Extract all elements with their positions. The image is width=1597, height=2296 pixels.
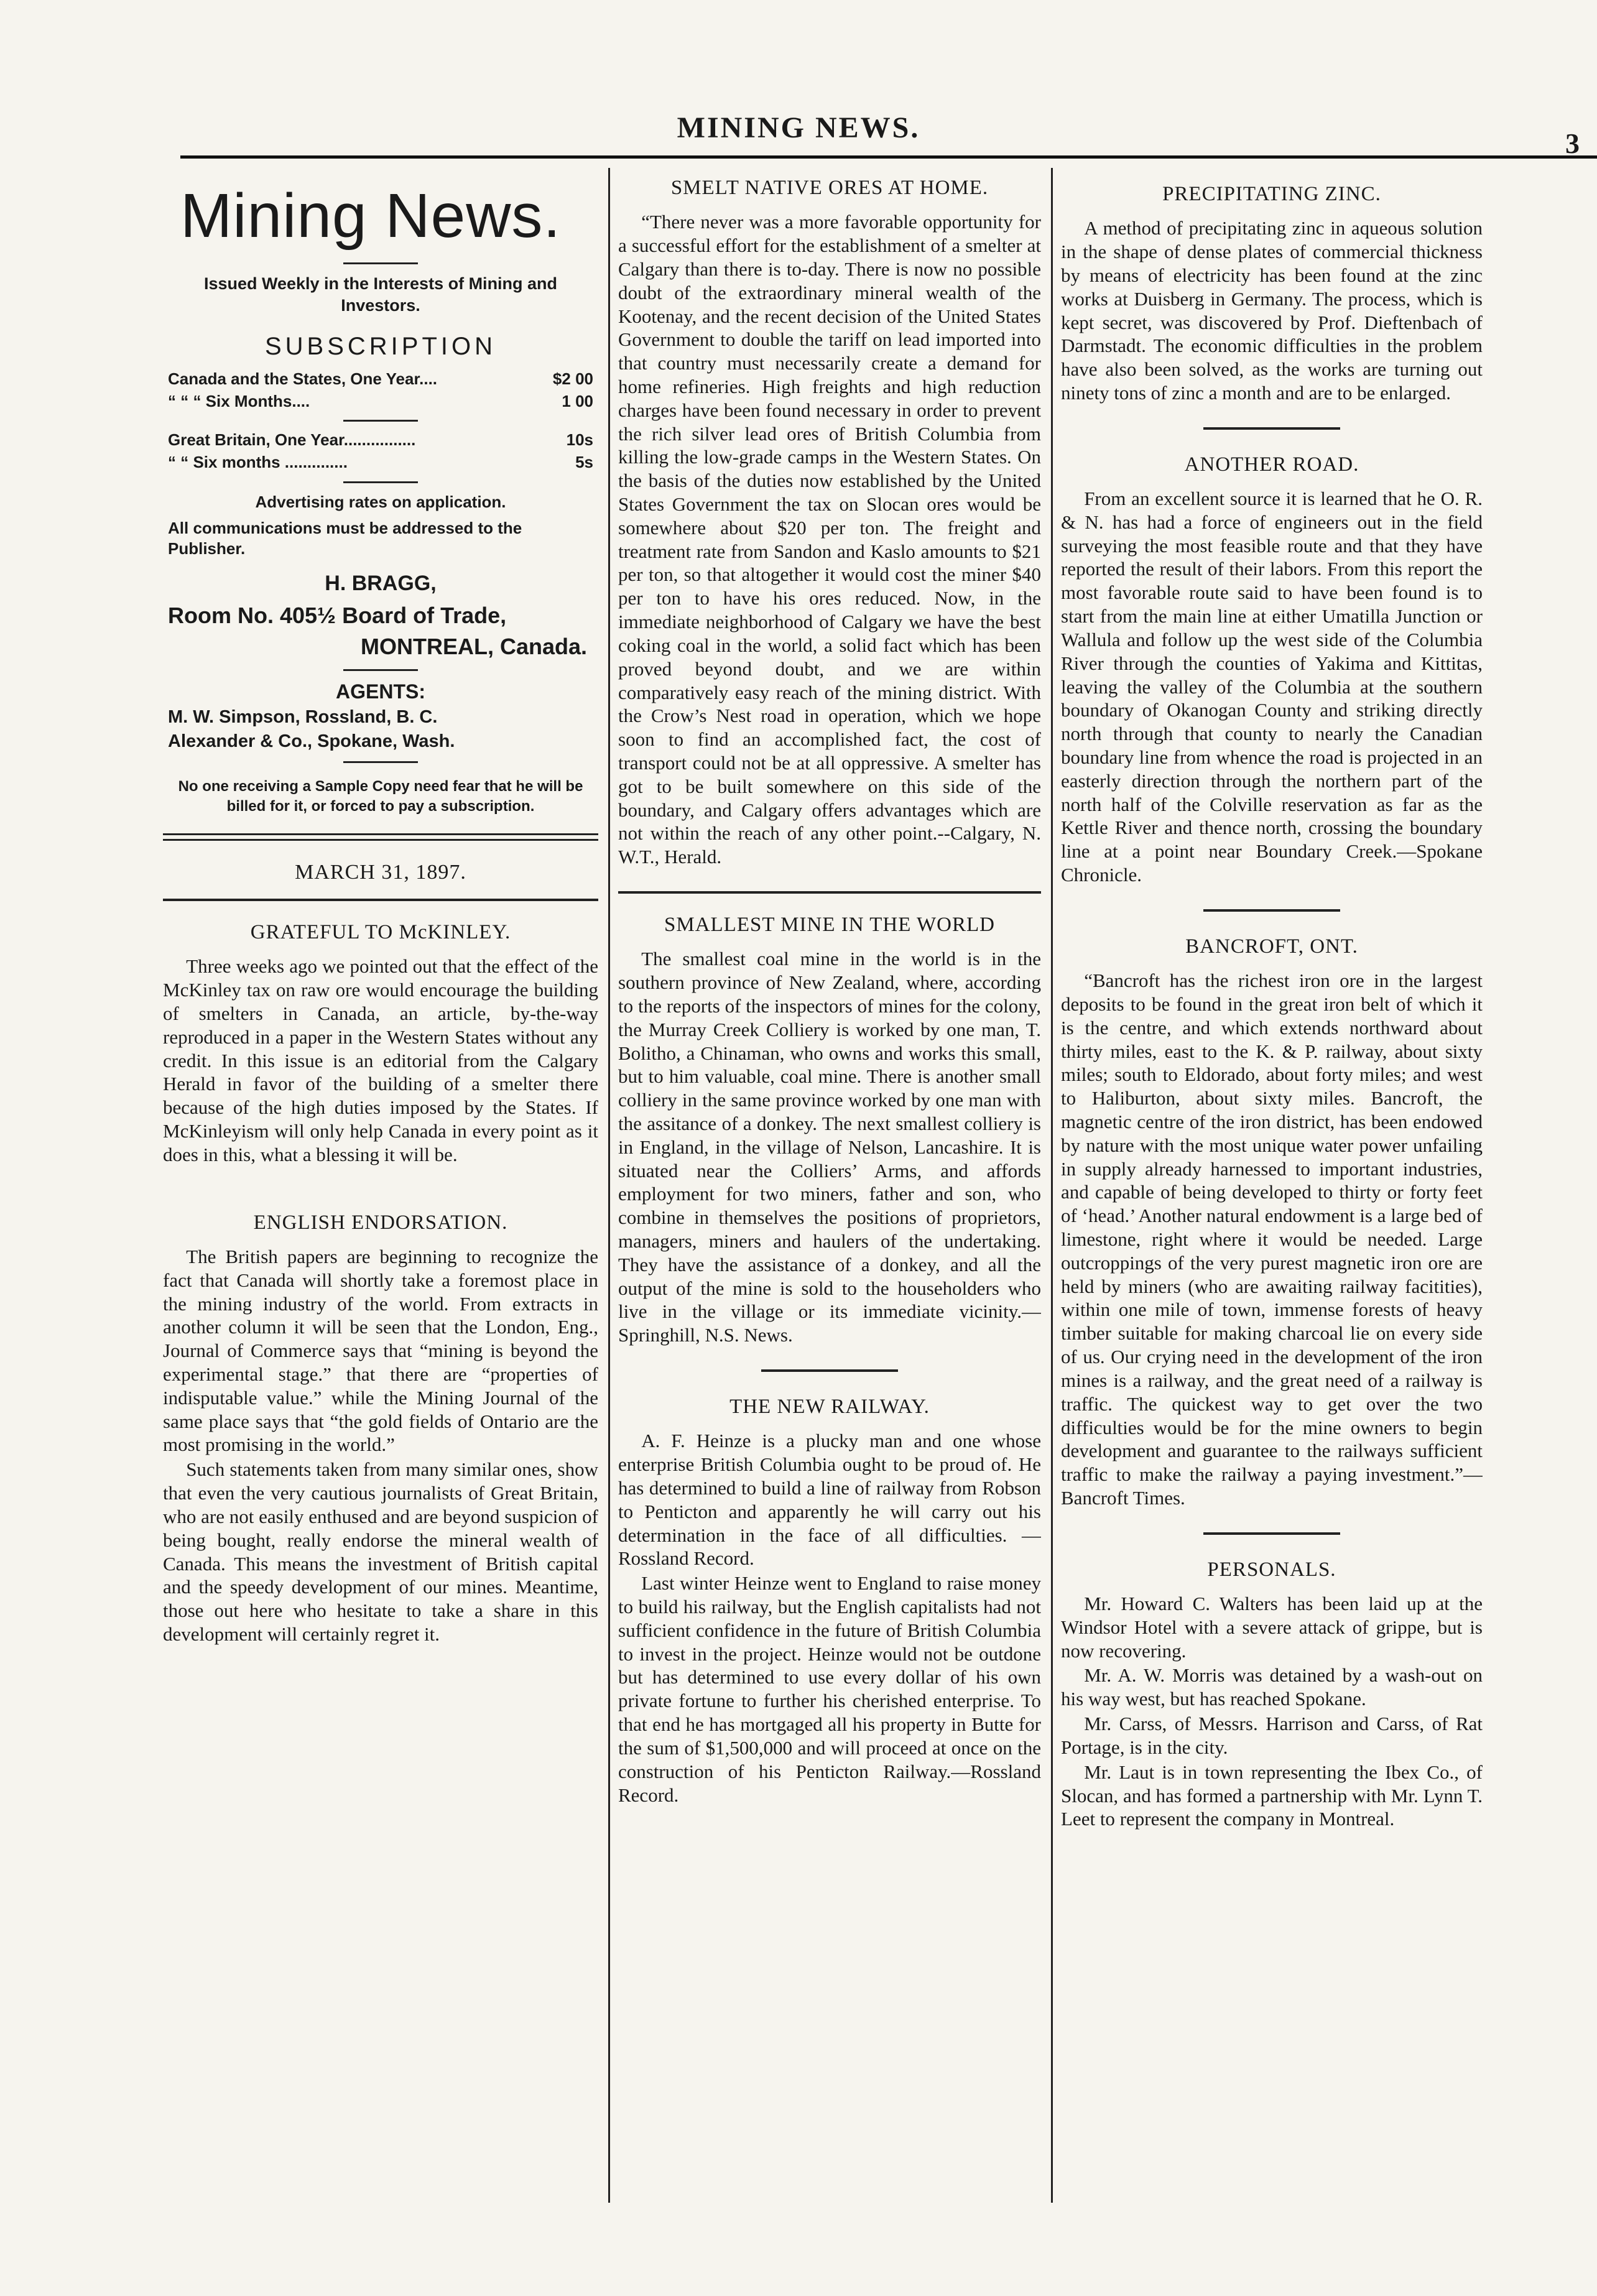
double-rule: [163, 833, 598, 841]
divider: [343, 262, 418, 264]
article-title: PRECIPITATING ZINC.: [1162, 183, 1381, 205]
sample-copy-notice: No one receiving a Sample Copy need fear that he will be billed for it, or forced to pay a subscription.: [178, 778, 583, 815]
rate-label: Canada and the States, One Year....: [168, 369, 438, 388]
article-paragraph: Three weeks ago we pointed out that the effect of the McKinley tax on raw ore would encourage the building of smelters in Canada, an article, by-the-way reproduced in a paper in the Western States without any credit. In this issue is an editorial from the Calgary Herald in favor of the building of a smelter there because of the high duties imposed by the States. If McKinleyism will only help Canada in every point as it does in this, what a blessing it will be.: [163, 955, 598, 1165]
article-title: PERSONALS.: [1207, 1558, 1336, 1581]
article-smelt: [618, 175, 1041, 869]
publisher-address-line1: Room No. 405½ Board of Trade,: [168, 602, 507, 628]
communications-note: All communications must be addressed to the Publisher.: [168, 518, 522, 558]
issue-date: MARCH 31, 1897.: [295, 860, 466, 884]
running-title: MINING NEWS.: [677, 111, 920, 144]
rate-label: Great Britain, One Year................: [168, 430, 416, 450]
advertising-note: Advertising rates on application.: [255, 492, 506, 511]
publisher-name: H. BRAGG,: [325, 572, 437, 596]
rate-row: [168, 369, 593, 389]
divider: [163, 899, 598, 901]
article-paragraph: The smallest coal mine in the world is in the southern province of New Zealand, where, according to the reports of the inspectors of mines for the colony, the Murray Creek Colliery is worked by one man, T. Bolitho, a Chinaman, who owns and works this small, but to him valuable, coal mine. There is another small colliery in the same province worked by one man with the assitance of a donkey. The next smallest colliery is in England, in the village of Nelson, Lancashire. It is situated near the Colliers’ Arms, and affords employment for two miners, father and son, who combine in themselves the positions of proprietors, managers, miners and haulers of the undertaking. They have the assistance of a donkey, and all the output of the mine is sold to the householders who live in the village or its immediate vicinity.—Springhill, N.S. News.: [618, 948, 1041, 1346]
column-divider-2: [1051, 168, 1053, 2203]
rate-price: 10s: [566, 430, 593, 450]
article-precipitating-zinc: [1061, 182, 1483, 405]
column-3: [1061, 167, 1483, 2209]
article-title: ENGLISH ENDORSATION.: [253, 1211, 508, 1234]
masthead-title: Mining News.: [180, 181, 562, 251]
article-paragraph: Mr. Howard C. Walters has been laid up at the Windsor Hotel with a severe attack of grippe, but is now recovering.: [1061, 1593, 1483, 1662]
article-title: GRATEFUL TO McKINLEY.: [250, 921, 511, 944]
rate-row: [168, 392, 593, 412]
column-1: [163, 167, 598, 2209]
article-paragraph: “Bancroft has the richest iron ore in the largest deposits to be found in the great iron belt of which it is the centre, and which extends northward about thirty miles, east to the K. & P. railway, about sixty miles; south to Eldorado, about forty miles; and west to Haliburton, about sixty miles. Bancroft, the magnetic centre of the iron district, has been endowed by nature with the most unique water power unfailing in supply already harnessed to important industries, and capable of being developed to thirty or forty feet of ‘head.’ Another natural endowment is a large bed of limestone, right where it would be needed. Large outcroppings of the very purest magnetic iron ore are held by miners (who are awaiting railway facitities), within one mile of town, immense forests of heavy timber suitable for making charcoal lie on every side of us. Our crying need in the development of the iron mines is a railway, and the great need of a railway is traffic. The quickest way to get over the two difficulties would be for the mine owners to begin development and guarantee to the railways sufficient traffic to make the railway a paying investment.”—Bancroft Times.: [1061, 970, 1483, 1509]
rate-row: [168, 430, 593, 450]
article-paragraph: Mr. A. W. Morris was detained by a wash-out on his way west, but has reached Spokane.: [1061, 1664, 1483, 1710]
article-smallest-mine: [618, 912, 1041, 1347]
divider: [343, 420, 418, 422]
article-paragraph: Mr. Laut is in town representing the Ibex Co., of Slocan, and has formed a partnership with Mr. Lynn T. Leet to represent the company in Montreal.: [1061, 1761, 1483, 1830]
article-endorsation: [163, 1210, 598, 1646]
divider: [618, 891, 1041, 894]
article-title: BANCROFT, ONT.: [1185, 935, 1358, 958]
publisher-address-line2: MONTREAL, Canada.: [360, 633, 587, 659]
divider: [761, 1369, 898, 1372]
agent-entry: Alexander & Co., Spokane, Wash.: [168, 731, 455, 751]
subscription-title: SUBSCRIPTION: [264, 333, 497, 361]
article-paragraph: The British papers are beginning to recognize the fact that Canada will shortly take a foremost place in the mining industry of the world. From extracts in another column it will be seen that the London, Eng., Journal of Commerce says that “mining is beyond the experimental stage.” that there are “properties of indisputable value.” while the Mining Journal of the same place says that “the gold fields of Ontario are the most promising in the world.”: [163, 1245, 598, 1456]
article-title: THE NEW RAILWAY.: [729, 1396, 930, 1419]
agents-title: AGENTS:: [336, 680, 425, 703]
article-title: SMELT NATIVE ORES AT HOME.: [670, 177, 989, 199]
article-title: SMALLEST MINE IN THE WORLD: [664, 914, 995, 936]
article-paragraph: Mr. Carss, of Messrs. Harrison and Carss, of Rat Portage, is in the city.: [1061, 1713, 1483, 1758]
rate-price: 1 00: [562, 391, 593, 410]
masthead-tagline: Issued Weekly in the Interests of Mining and Investors.: [203, 274, 558, 315]
article-paragraph: “There never was a more favorable opportunity for a successful effort for the establishment of a smelter at Calgary than there is to-day. There is now no possible doubt of the extraordinary mineral wealth of the Kootenay, and the recent decision of the United States Government to double the tariff on lead imported into that country must necessarily create a demand for home refineries. High freights and high reduction charges have been found necessary in order to prevent the rich silver lead ores of British Columbia from killing the low-grade camps in the Western States. On the basis of the duties now established by the United States Government the tax on Slocan ores would be somewhere about $20 per ton. The freight and treatment rate from Sandon and Kaslo amounts to $21 per ton, so that altogether it would cost the miner $40 per ton to have his ores reduced. Now, in the immediate neighborhood of Calgary we have the best coking coal in the world, a solid fact which has been proved beyond doubt, and we are within comparatively easy reach of the mining district. With the Crow’s Nest road in operation, which we hope soon to find an accomplished fact, the cost of transport could not be at all oppressive. A smelter has got to be built somewhere on this side of the boundary, and Calgary offers advantages which are not within the reach of any other point.--Calgary, N. W.T., Herald.: [618, 211, 1041, 868]
article-paragraph: Such statements taken from many similar ones, show that even the very cautious journalists of Great Britain, who are not easily enthused and are beyond suspicion of being bought, really endorse the mineral wealth of Canada. This means the investment of British capital and the speedy development of our mines. Meantime, those out here who hesitate to take a share in this development will certainly regret it.: [163, 1458, 598, 1645]
article-paragraph: From an excellent source it is learned that he O. R. & N. has had a force of engineers out in the field surveying the most feasible route and that they have reported the result of their labors. From this report the most favorable route said to have been found is to start from the main line at either Umatilla Junction or Wallula and follow up the west side of the Columbia River through the counties of Yakima and Kittitas, leaving the valley of the Columbia at the southern boundary of Okanogan County and striking directly north through that county to nearly the Canadian boundary line from whence the road is projected in an easterly direction through the northern part of the north half of the Colville reservation as far as the Kettle River and thence north, crossing the boundary line at a point near Boundary Creek.—Spokane Chronicle.: [1061, 488, 1483, 886]
article-paragraph: A. F. Heinze is a plucky man and one whose enterprise British Columbia ought to be proud of. He has determined to build a line of railway from Robson to Penticton and apparently he will carry out his determination in the face of all difficulties. —Rossland Record.: [618, 1430, 1041, 1570]
article-bancroft: [1061, 934, 1483, 1510]
article-title: ANOTHER ROAD.: [1184, 453, 1359, 476]
rate-label: “ “ “ Six Months....: [168, 391, 310, 410]
divider: [343, 761, 418, 763]
article-new-railway: [618, 1394, 1041, 1807]
article-personals: [1061, 1557, 1483, 1831]
rate-price: 5s: [575, 453, 593, 472]
column-divider-1: [608, 168, 610, 2203]
article-another-road: [1061, 452, 1483, 887]
article-grateful: [163, 920, 598, 1167]
rate-price: $2 00: [552, 369, 593, 388]
rate-row: [168, 453, 593, 473]
divider: [343, 669, 418, 671]
article-paragraph: Last winter Heinze went to England to raise money to build his railway, but the English capitalists had not sufficient confidence in the future of British Columbia to invest in the project. Heinze would not be outdone but has determined to use every dollar of his own private fortune to further his cherished enterprise. To that end he has mortgaged all his property in Butte for the sum of $1,500,000 and will proceed at once on the construction of his Penticton Railway.—Rossland Record.: [618, 1572, 1041, 1806]
agent-entry: M. W. Simpson, Rossland, B. C.: [168, 706, 438, 727]
rate-label: “ “ Six months ..............: [168, 453, 348, 472]
article-paragraph: A method of precipitating zinc in aqueous solution in the shape of dense plates of commercial thickness by means of electricity has been found at the zinc works at Duisberg in Germany. The process, which is kept secret, was discovered by Prof. Dieftenbach of Darmstadt. The economic difficulties in the problem have also been solved, as the works are turning out ninety tons of zinc a month and are to be enlarged.: [1061, 217, 1483, 404]
divider: [1203, 909, 1340, 912]
column-2: [618, 167, 1041, 2209]
divider: [1203, 427, 1340, 430]
divider: [1203, 1532, 1340, 1535]
header-rule: [180, 155, 1597, 159]
page-number: 3: [1565, 127, 1580, 159]
divider: [343, 481, 418, 483]
